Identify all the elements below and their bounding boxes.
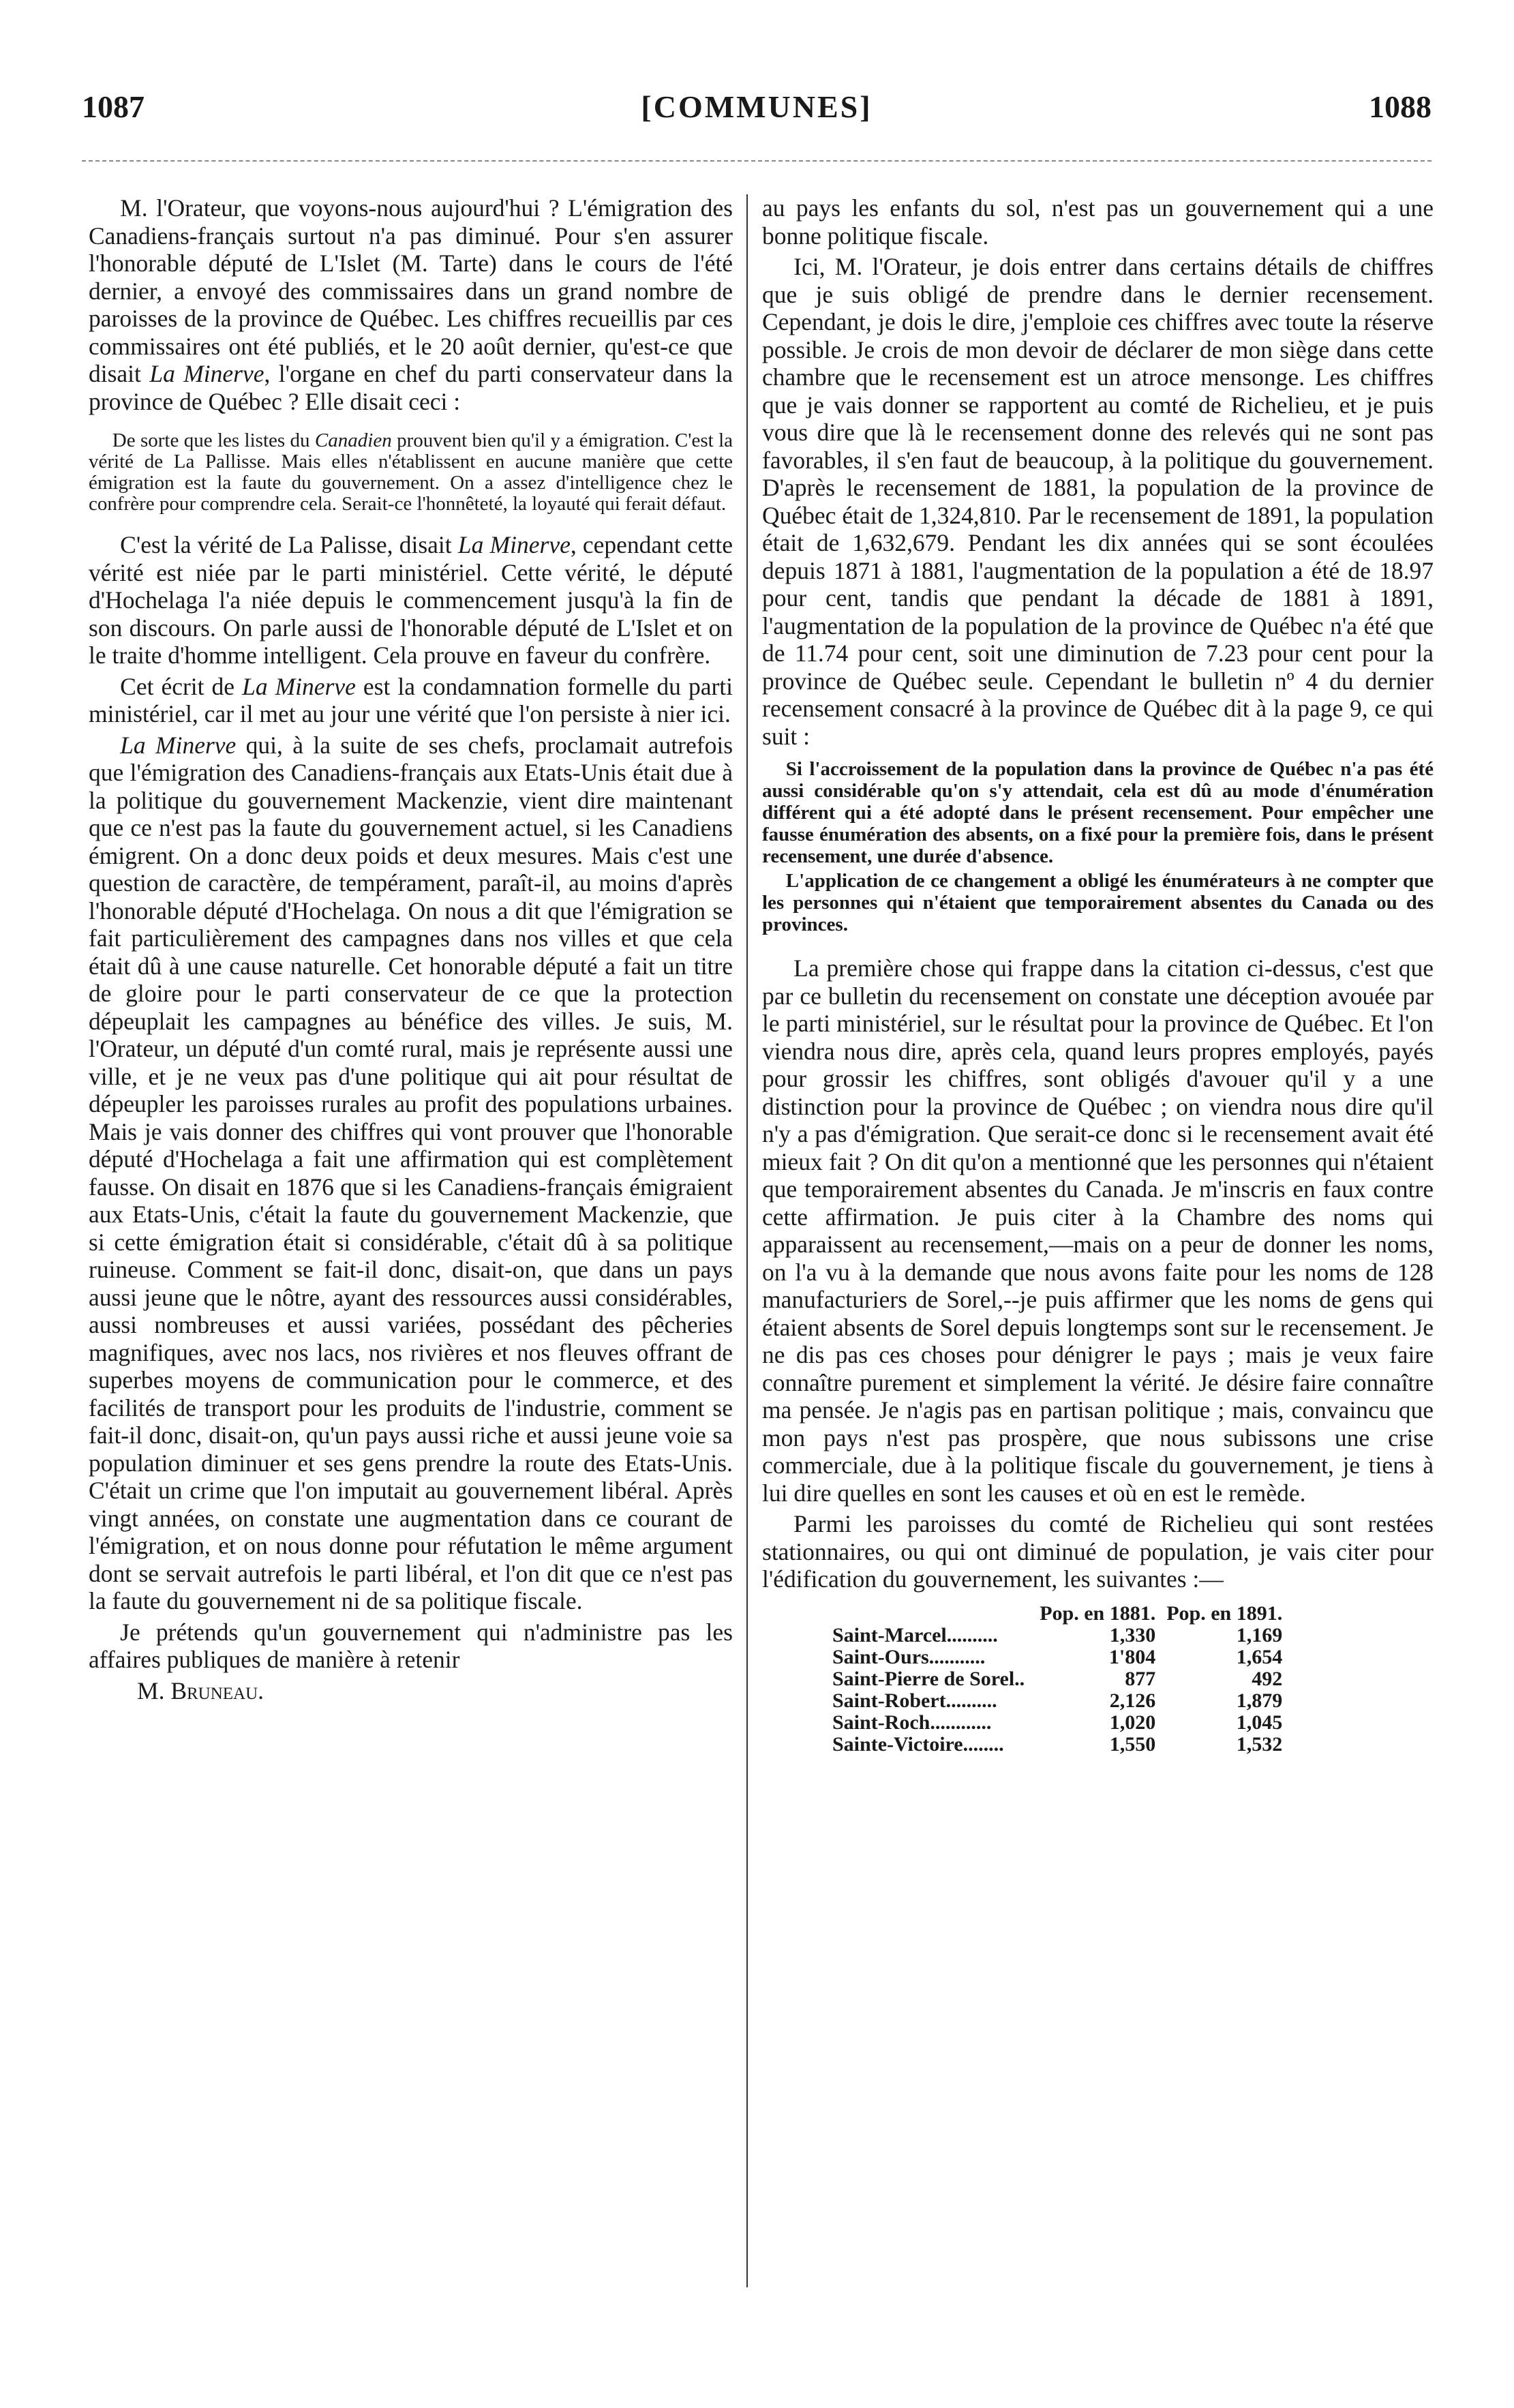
speaker-signature: M. Bruneau.: [137, 1676, 264, 1704]
pop-1891: 1,169: [1236, 1623, 1283, 1646]
pop-1891: 1,879: [1236, 1689, 1283, 1712]
paragraph: Ici, M. l'Orateur, je dois entrer dans certains détails de chiffres que je suis obligé de prendre dans le dernier recensement. Cependant, je dois le dire, j'emploie ces chiffres avec toute la réserve possible. Je crois de mon devoir de déclarer de mon siège dans cette chambre que le recensement est un atroce mensonge. Les chiffres que je vais donner se rapportent au comté de Richelieu, et je puis vous dire que là le recensement donne des relevés qui ne sont pas favorables, il s'en faut de beaucoup, à la politique du gouvernement. D'après le recensement de 1881, la population de la province de Québec était de 1,324,810. Par le recensement de 1891, la population était de 1,632,679. Pendant les dix années qui se sont écoulées depuis 1871 à 1881, l'augmentation de la population a été de 18.97 pour cent, tandis que pendant la décade de 1881 à 1891, l'augmentation de la population de la province de Québec n'a été que de 11.74 pour cent, soit une diminution de 7.23 pour cent pour la province de Québec seule. Cependant le bulletin nº 4 du dernier recensement consacré à la province de Québec dit à la page 9, ce qui suit :: [762, 253, 1434, 750]
paragraph: Je prétends qu'un gouvernement qui n'administre pas les affaires publiques de manière à retenir: [89, 1618, 733, 1673]
pop-1881: 1,330: [1109, 1623, 1156, 1646]
pop-1891: 1,532: [1236, 1732, 1283, 1756]
paragraph: Parmi les paroisses du comté de Richelieu qui sont restées stationnaires, ou qui ont diminué de population, je vais citer pour l'édification du gouvernement, les suivantes :—: [762, 1510, 1434, 1593]
left-column: [89, 194, 733, 1708]
paragraph: C'est la vérité de La Palisse, disait La Minerve, cependant cette vérité est niée par le parti ministériel. Cette vérité, le député d'Hochelaga l'a niée depuis le commencement jusqu'à la fin de son discours. On parle aussi de l'honorable député de L'Islet et on le traite d'homme intelligent. Cela prouve en faveur du confrère.: [89, 531, 733, 669]
page-number-right: 1088: [1369, 89, 1432, 124]
pop-1881: 1,550: [1109, 1732, 1156, 1756]
paragraph: Cet écrit de La Minerve est la condamnation formelle du parti ministériel, car il met au jour une vérité que l'on persiste à nier ici.: [89, 672, 733, 727]
right-column: [762, 194, 1434, 1756]
parish-name: Saint-Roch............: [832, 1711, 992, 1734]
column-divider: [746, 194, 748, 2287]
table-row: [827, 1690, 1288, 1712]
population-table: [827, 1603, 1288, 1756]
pop-1891: 492: [1252, 1667, 1283, 1690]
column-header: Pop. en 1891.: [1166, 1601, 1283, 1625]
page-header: [82, 89, 1432, 150]
table-row: [827, 1625, 1288, 1646]
pop-1881: 877: [1125, 1667, 1156, 1690]
quotation: Si l'accroissement de la population dans la province de Québec n'a pas été aussi considérable qu'on s'y attendait, cela est dû au mode d'énumération différent qui a été adopté dans le présent recensement. Pour empêcher une fausse énumération des absents, on a fixé pour la première fois, dans le présent recensement, une durée d'absence.: [762, 758, 1434, 867]
parish-name: Sainte-Victoire........: [832, 1732, 1004, 1756]
pop-1881: 1,020: [1109, 1711, 1156, 1734]
table-header-row: [827, 1603, 1288, 1625]
running-head: [COMMUNES]: [641, 89, 873, 124]
table-row: [827, 1734, 1288, 1756]
parish-name: Saint-Pierre de Sorel..: [832, 1667, 1025, 1690]
table-row: [827, 1668, 1288, 1690]
pop-1891: 1,045: [1236, 1711, 1283, 1734]
quotation: De sorte que les listes du Canadien prouvent bien qu'il y a émigration. C'est la vérité de La Pallisse. Mais elles n'établissent en aucune manière que cette émigration est la faute du gouvernement. On a assez d'intelligence chez le confrère pour comprendre cela. Serait-ce l'honnêteté, la loyauté qui ferait défaut.: [89, 430, 733, 515]
parish-name: Saint-Ours...........: [832, 1645, 986, 1668]
table-row: [827, 1646, 1288, 1668]
pop-1881: 1'804: [1108, 1645, 1156, 1668]
paragraph: M. l'Orateur, que voyons-nous aujourd'hui ? L'émigration des Canadiens-français surtout n'a pas diminué. Pour s'en assurer l'honorable député de L'Islet (M. Tarte) dans le cours de l'été dernier, a envoyé des commissaires dans un grand nombre de paroisses de la province de Québec. Les chiffres recueillis par ces commissaires ont été publiés, et le 20 août dernier, qu'est-ce que disait La Minerve, l'organe en chef du parti conservateur dans la province de Québec ? Elle disait ceci :: [89, 194, 733, 415]
page-number-left: 1087: [82, 89, 145, 124]
header-rule: [82, 160, 1432, 162]
quotation: L'application de ce changement a obligé les énumérateurs à ne compter que les personnes qui n'étaient que temporairement absentes du Canada ou des provinces.: [762, 870, 1434, 935]
paragraph: La première chose qui frappe dans la citation ci-dessus, c'est que par ce bulletin du recensement on constate une déception avouée par le parti ministériel, sur le résultat pour la province de Québec. Et l'on viendra nous dire, après cela, quand leurs propres employés, payés pour grossir les chiffres, sont obligés d'avouer qu'il y a une distinction pour la province de Québec ; on viendra nous dire qu'il n'y a pas d'émigration. Que serait-ce donc si le recensement avait été mieux fait ? On dit qu'on a mentionné que les personnes qui n'étaient que temporairement absentes du Canada. Je m'inscris en faux contre cette affirmation. Je puis citer à la Chambre des noms qui apparaissent au recensement,—mais on a peur de donner les noms, on l'a vu à la demande que nous avons faite pour les noms de 128 manufacturiers de Sorel,--je puis affirmer que les noms de gens qui étaient absents de Sorel depuis longtemps sont sur le recensement. Je ne dis pas ces choses pour dénigrer le pays ; mais je veux faire connaître purement et simplement la vérité. Je désire faire connaître ma pensée. Je n'agis pas en partisan politique ; mais, convaincu que mon pays n'est pas prospère, que nous subissons une crise commerciale, due à la politique fiscale du gouvernement, je tiens à lui dire quelles en sont les causes et où en est le remède.: [762, 954, 1434, 1507]
pop-1881: 2,126: [1109, 1689, 1156, 1712]
parish-name: Saint-Marcel..........: [832, 1623, 998, 1646]
paragraph: La Minerve qui, à la suite de ses chefs, proclamait autrefois que l'émigration des Canadiens-français aux Etats-Unis était due à la politique du gouvernement Mackenzie, vient dire maintenant que ce n'est pas la faute du gouvernement actuel, si les Canadiens émigrent. On a donc deux poids et deux mesures. Mais c'est une question de caractère, de tempérament, paraît-il, au moins d'après l'honorable député d'Hochelaga. On nous a dit que l'émigration se fait particulièrement des campagnes dans nos villes et que cela était dû à une cause naturelle. Cet honorable député a fait un titre de gloire pour le parti conservateur de ce que la protection dépeuplait les campagnes au bénéfice des villes. Je suis, M. l'Orateur, un député d'un comté rural, mais je représente aussi une ville, et je ne veux pas d'une politique qui ait pour résultat de dépeupler les paroisses rurales au profit des populations urbaines. Mais je vais donner des chiffres qui vont prouver que l'honorable député d'Hochelaga a fait une affirmation qui est complètement fausse. On disait en 1876 que si les Canadiens-français émigraient aux Etats-Unis, c'était la faute du gouvernement Mackenzie, que si cette émigration était si considérable, c'était dû à sa politique ruineuse. Comment se fait-il donc, disait-on, que dans un pays aussi jeune que le nôtre, ayant des ressources aussi considérables, aussi nombreuses et aussi variées, possédant des pêcheries magnifiques, avec nos lacs, nos rivières et nos fleuves offrant de superbes moyens de communication pour le commerce, et des facilités de transport pour les produits de l'industrie, comment se fait-il donc, disait-on, qu'un pays aussi riche et aussi jeune voie sa population diminuer et ses gens prendre la route des Etats-Unis. C'était un crime que l'on imputait au gouvernement libéral. Après vingt années, on constate une augmentation dans ce courant de l'émigration, et on nous donne pour réfutation le même argument dont se servait autrefois le parti libéral, et l'on dit que ce n'est pas la faute du gouvernement ni de sa politique fiscale.: [89, 731, 733, 1614]
paragraph: au pays les enfants du sol, n'est pas un gouvernement qui a une bonne politique fiscale.: [762, 194, 1434, 250]
pop-1891: 1,654: [1236, 1645, 1283, 1668]
table-row: [827, 1712, 1288, 1734]
parish-name: Saint-Robert..........: [832, 1689, 997, 1712]
column-header: Pop. en 1881.: [1040, 1601, 1156, 1625]
